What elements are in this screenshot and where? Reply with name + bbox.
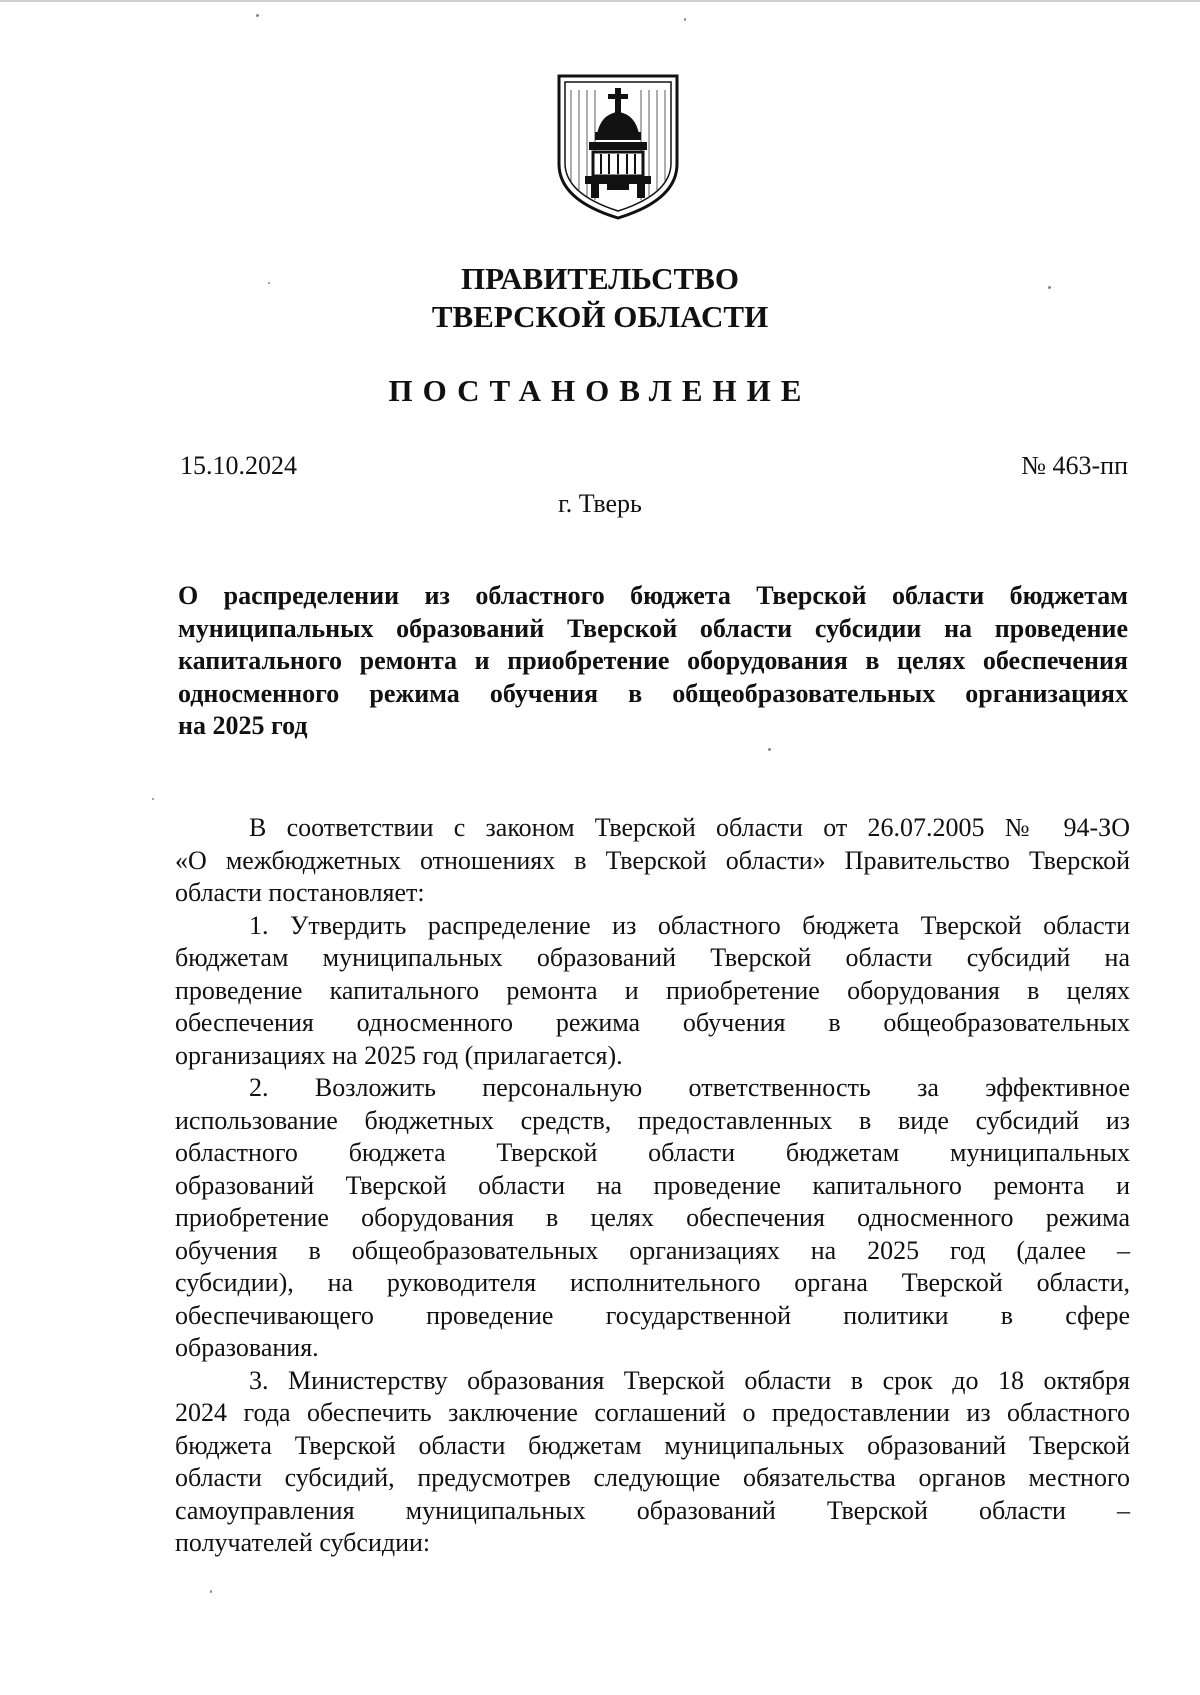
body-line: организациях на 2025 год (прилагается). bbox=[175, 1040, 623, 1070]
title-line: капитального ремонта и приобретение оборудования в целях обеспечения bbox=[178, 646, 1128, 675]
body-line: В соответствии с законом Тверской области от 26.07.2005 № 94-ЗО bbox=[249, 813, 1130, 842]
document-date: 15.10.2024 bbox=[180, 451, 297, 480]
body-line: бюджетам муниципальных образований Тверской области субсидий на bbox=[175, 943, 1130, 972]
scan-speck bbox=[268, 282, 270, 284]
body-line: 1. Утвердить распределение из областного бюджета Тверской области bbox=[249, 910, 1130, 940]
body-line: приобретение оборудования в целях обеспечения односменного режима bbox=[175, 1203, 1130, 1232]
org-name-line1: ПРАВИТЕЛЬСТВО bbox=[461, 261, 739, 296]
scan-speck bbox=[210, 1590, 212, 1593]
title-line: О распределении из областного бюджета Тверской области бюджетам bbox=[178, 581, 1128, 610]
scan-speck bbox=[684, 18, 686, 21]
body-line: обучения в общеобразовательных организациях на 2025 год (далее – bbox=[175, 1235, 1130, 1265]
body-line: 2024 года обеспечить заключение соглашений о предоставлении из областного bbox=[175, 1398, 1130, 1427]
body-line: образования. bbox=[175, 1333, 319, 1362]
body-line: бюджета Тверской области бюджетам муниципальных образований Тверской bbox=[175, 1430, 1130, 1460]
scan-edge bbox=[0, 0, 1200, 2]
body-line: субсидии), на руководителя исполнительного органа Тверской области, bbox=[175, 1268, 1130, 1297]
body-line: образований Тверской области на проведение капитального ремонта и bbox=[175, 1170, 1130, 1200]
scan-speck bbox=[1048, 286, 1051, 289]
org-name-line2: ТВЕРСКОЙ ОБЛАСТИ bbox=[431, 299, 769, 334]
scan-speck bbox=[152, 798, 154, 800]
document-body bbox=[175, 812, 1130, 1560]
body-line: 2. Возложить персональную ответственность за эффективное bbox=[249, 1073, 1130, 1102]
body-line: получателей субсидии: bbox=[175, 1528, 431, 1557]
body-line: области субсидий, предусмотрев следующие обязательства органов местного bbox=[175, 1463, 1130, 1492]
body-line: обеспечения односменного режима обучения в общеобразовательных bbox=[175, 1008, 1130, 1037]
scan-speck bbox=[256, 14, 259, 17]
body-line: 3. Министерству образования Тверской области в срок до 18 октября bbox=[249, 1365, 1130, 1395]
body-line: областного бюджета Тверской области бюджетам муниципальных bbox=[175, 1138, 1130, 1167]
title-line: односменного режима обучения в общеобразовательных организациях bbox=[178, 678, 1128, 708]
body-line: обеспечивающего проведение государственной политики в сфере bbox=[175, 1300, 1130, 1330]
document-title bbox=[178, 580, 1128, 743]
title-line: муниципальных образований Тверской области субсидии на проведение bbox=[178, 613, 1128, 643]
title-line: на 2025 год bbox=[178, 711, 308, 740]
tver-coat-of-arms-icon bbox=[555, 72, 681, 222]
body-line: «О межбюджетных отношениях в Тверской области» Правительство Тверской bbox=[175, 845, 1130, 875]
body-line: проведение капитального ремонта и приобретение оборудования в целях bbox=[175, 975, 1130, 1005]
body-line: самоуправления муниципальных образований Тверской области – bbox=[175, 1495, 1130, 1525]
document-type: ПОСТАНОВЛЕНИЕ bbox=[388, 373, 812, 408]
document-number: № 463-пп bbox=[1021, 451, 1128, 480]
scan-speck bbox=[768, 748, 771, 751]
body-line: области постановляет: bbox=[175, 878, 425, 907]
document-city: г. Тверь bbox=[558, 489, 642, 518]
body-line: использование бюджетных средств, предоставленных в виде субсидий из bbox=[175, 1105, 1130, 1135]
